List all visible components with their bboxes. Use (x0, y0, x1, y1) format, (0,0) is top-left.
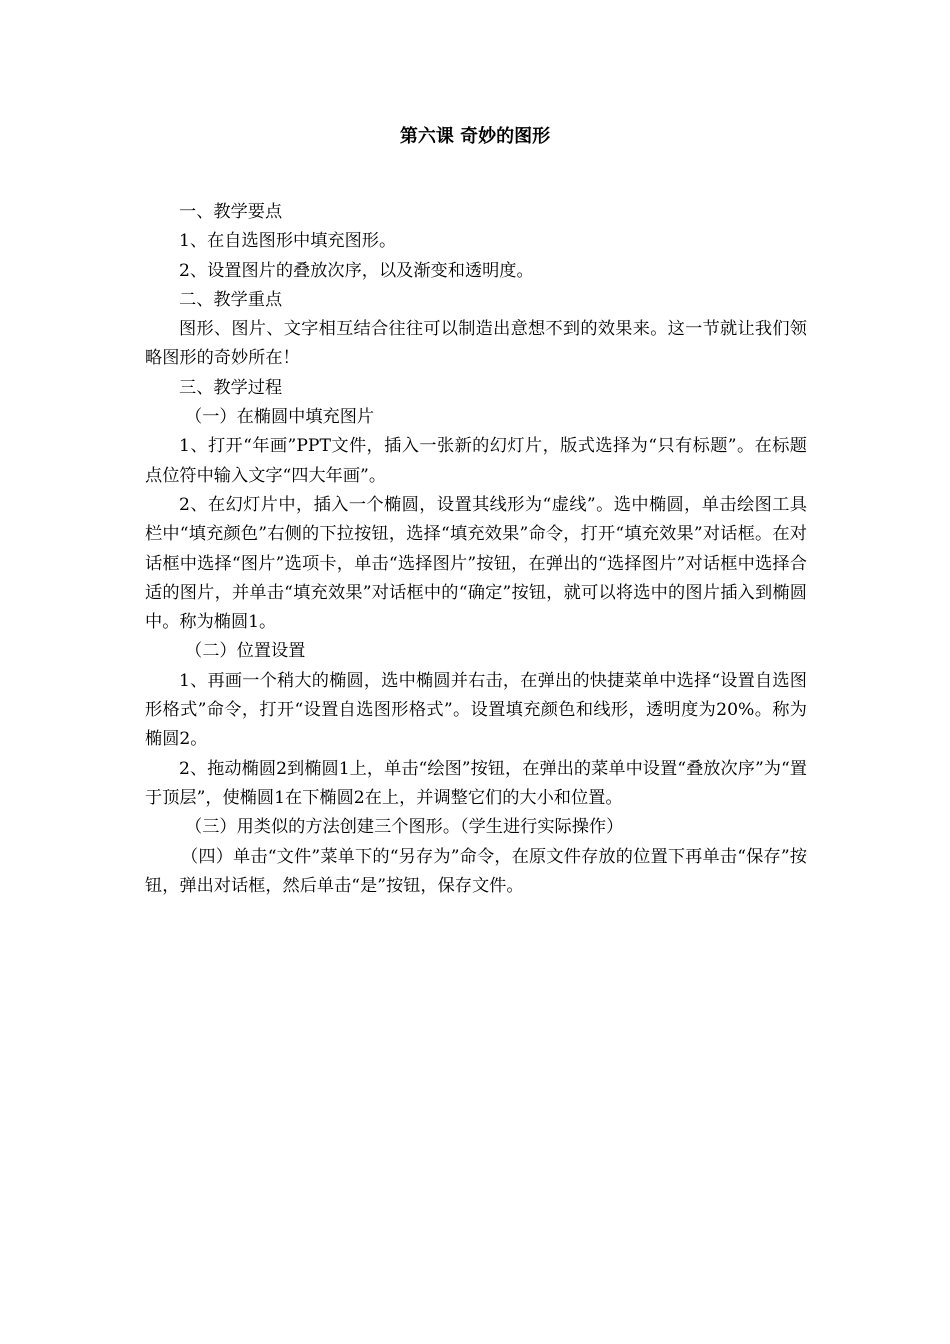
page-title: 第六课 奇妙的图形 (399, 126, 551, 147)
document-body (145, 198, 807, 901)
key-point-2: 2、设置图片的叠放次序，以及渐变和透明度。 (179, 260, 534, 281)
section-heading-key-points: 一、教学要点 (179, 202, 283, 222)
subsection-paragraph-4: （四）单击“文件”菜单下的“另存为”命令，在原文件存放的位置下再单击“保存”按钮，弹出对话框，然后单击“是”按钮，保存文件。 (145, 846, 807, 896)
subsection-heading-2: （二）位置设置 (185, 641, 306, 662)
focus-paragraph: 图形、图片、文字相互结合往往可以制造出意想不到的效果来。这一节就让我们领略图形的奇妙所在！ (145, 319, 807, 369)
section-heading-focus: 二、教学重点 (179, 289, 283, 310)
process-step-1-2: 2、在幻灯片中，插入一个椭圆，设置其线形为“虚线”。选中椭圆，单击绘图工具栏中“填充颜色”右侧的下拉按钮，选择“填充效果”命令，打开“填充效果”对话框。在对话框中选择“图片”选项卡，单击“选择图片”按钮，在弹出的“选择图片”对话框中选择合适的图片，并单击“填充效果”对话框中的“确定”按钮，就可以将选中的图片插入到椭圆中。称为椭圆1。 (145, 494, 807, 633)
process-step-1-1: 1、打开“年画”PPT文件，插入一张新的幻灯片，版式选择为“只有标题”。在标题点位符中输入文字“四大年画”。 (145, 436, 807, 486)
subsection-heading-1: （一）在椭圆中填充图片 (185, 407, 375, 428)
section-heading-process: 三、教学过程 (179, 377, 283, 398)
key-point-1: 1、在自选图形中填充图形。 (179, 231, 397, 252)
subsection-heading-3: （三）用类似的方法创建三个图形。（学生进行实际操作） (185, 817, 624, 838)
process-step-2-2: 2、拖动椭圆2到椭圆1上，单击“绘图”按钮，在弹出的菜单中设置“叠放次序”为“置于顶层”，使椭圆1在下椭圆2在上，并调整它们的大小和位置。 (145, 758, 807, 808)
process-step-2-1: 1、再画一个稍大的椭圆，选中椭圆并右击，在弹出的快捷菜单中选择“设置自选图形格式”命令，打开“设置自选图形格式”。设置填充颜色和线形，透明度为20%。称为椭圆2。 (145, 670, 807, 750)
